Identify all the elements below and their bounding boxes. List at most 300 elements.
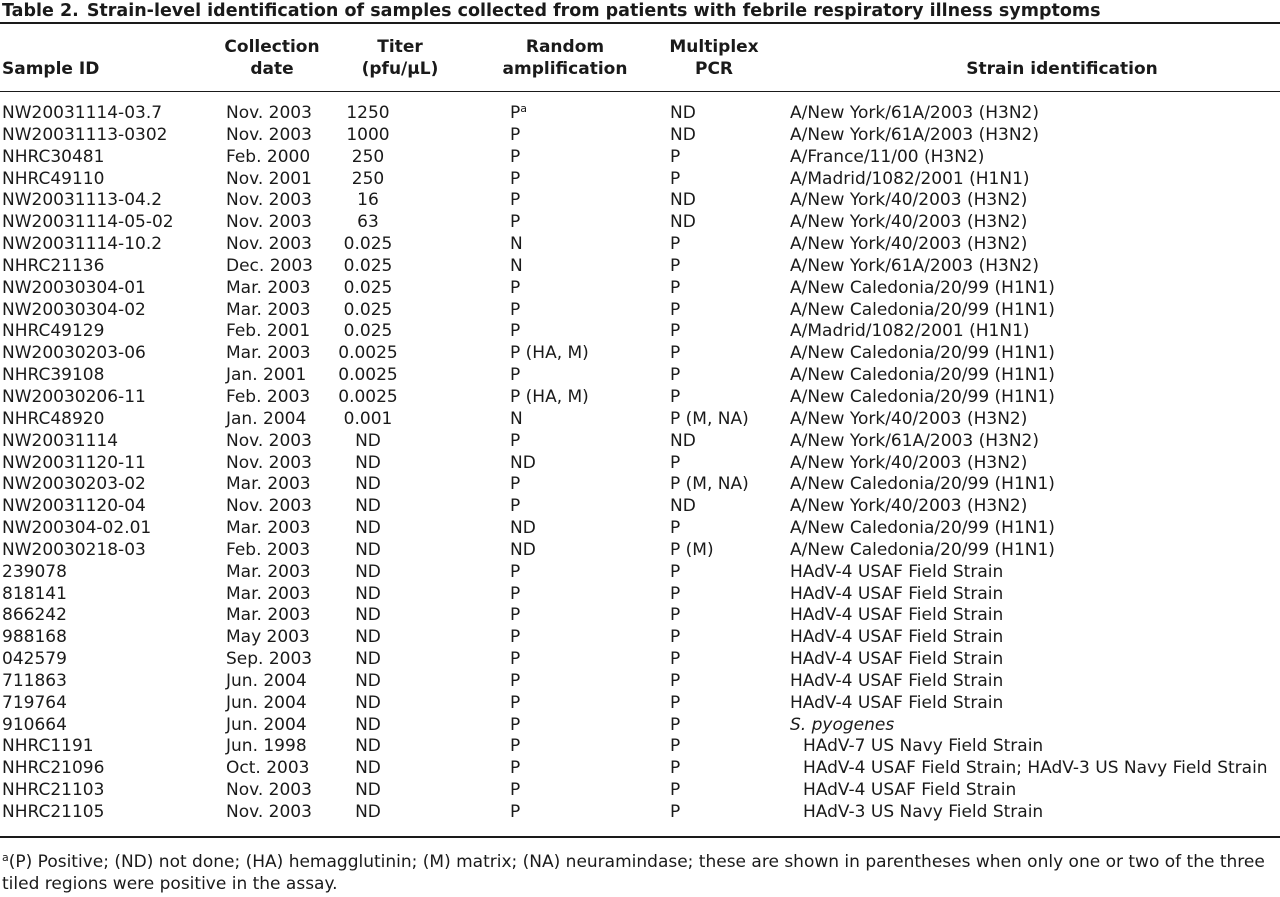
titer-cell bbox=[315, 234, 421, 256]
collection-date-cell bbox=[226, 431, 312, 453]
random-amplification-cell-text: N bbox=[510, 255, 523, 276]
strain-identification-cell bbox=[790, 671, 1003, 693]
sample-id-cell-text: NHRC21105 bbox=[2, 802, 105, 822]
strain-identification-cell bbox=[790, 627, 1003, 649]
random-amplification-cell bbox=[510, 453, 536, 475]
collection-date-cell-text: Nov. 2003 bbox=[226, 780, 312, 801]
random-amplification-cell-text: P bbox=[510, 299, 521, 320]
sample-id-cell bbox=[2, 343, 146, 365]
random-amplification-cell-text: P bbox=[510, 430, 521, 451]
strain-identification-cell bbox=[790, 169, 1030, 191]
collection-date-cell-text: Nov. 2003 bbox=[226, 496, 312, 517]
collection-date-cell bbox=[226, 169, 312, 191]
multiplex-pcr-cell bbox=[670, 321, 680, 343]
collection-date-cell bbox=[226, 453, 312, 475]
collection-date-cell-text: Feb. 2000 bbox=[226, 146, 311, 167]
multiplex-pcr-cell-text: P bbox=[670, 780, 681, 801]
titer-cell-text: 16 bbox=[357, 190, 379, 211]
collection-date-cell-text: Sep. 2003 bbox=[226, 649, 313, 670]
multiplex-pcr-cell-text: P bbox=[670, 343, 681, 364]
random-amplification-cell bbox=[510, 649, 520, 671]
collection-date-cell bbox=[226, 343, 311, 365]
sample-id-cell bbox=[2, 562, 67, 584]
collection-date-cell-text: Nov. 2003 bbox=[226, 802, 312, 822]
random-amplification-cell-text: P bbox=[510, 736, 521, 757]
multiplex-pcr-cell bbox=[670, 715, 680, 737]
multiplex-pcr-cell bbox=[670, 212, 696, 234]
random-amplification-cell bbox=[510, 343, 589, 365]
collection-date-cell-text: Feb. 2003 bbox=[226, 539, 311, 560]
random-amplification-cell bbox=[510, 605, 520, 627]
strain-identification-cell-text: HAdV-7 US Navy Field Strain bbox=[803, 736, 1044, 757]
multiplex-pcr-cell-text: P bbox=[670, 299, 681, 320]
random-amplification-cell bbox=[510, 300, 520, 322]
random-amplification-cell-text: P bbox=[510, 190, 521, 211]
strain-identification-cell bbox=[790, 365, 1055, 387]
titer-cell-text: 0.0025 bbox=[338, 386, 398, 407]
titer-cell-text: ND bbox=[355, 452, 381, 473]
random-amplification-cell-text: P bbox=[510, 627, 521, 648]
multiplex-pcr-cell-text: P bbox=[670, 583, 681, 604]
collection-date-cell-text: Jun. 1998 bbox=[226, 736, 307, 757]
random-amplification-cell bbox=[510, 169, 520, 191]
multiplex-pcr-cell bbox=[670, 256, 680, 278]
table-row bbox=[0, 562, 1280, 584]
collection-date-cell bbox=[226, 474, 311, 496]
collection-date-cell-text: Mar. 2003 bbox=[226, 277, 311, 298]
sample-id-cell bbox=[2, 671, 67, 693]
multiplex-pcr-cell-text: P bbox=[670, 649, 681, 670]
table-row bbox=[0, 431, 1280, 453]
multiplex-pcr-cell bbox=[670, 169, 680, 191]
multiplex-pcr-cell-text: P (M, NA) bbox=[670, 474, 749, 495]
collection-date-cell-text: Nov. 2003 bbox=[226, 124, 312, 145]
table-row bbox=[0, 321, 1280, 343]
multiplex-pcr-cell bbox=[670, 562, 680, 584]
footnote-ref: a bbox=[520, 102, 528, 115]
sample-id-cell-text: NW20031113-04.2 bbox=[2, 190, 163, 211]
strain-identification-cell-text: A/New Caledonia/20/99 (H1N1) bbox=[790, 386, 1055, 407]
multiplex-pcr-cell bbox=[670, 147, 680, 169]
collection-date-cell-text: Feb. 2003 bbox=[226, 386, 311, 407]
strain-identification-cell bbox=[790, 562, 1003, 584]
random-amplification-cell-text: P bbox=[510, 758, 521, 779]
strain-identification-cell-text: A/New York/61A/2003 (H3N2) bbox=[790, 430, 1039, 451]
multiplex-pcr-cell-text: P (M, NA) bbox=[670, 408, 749, 429]
strain-identification-cell bbox=[790, 715, 894, 737]
random-amplification-cell-text: P bbox=[510, 561, 521, 582]
strain-identification-cell-text: A/New York/40/2003 (H3N2) bbox=[790, 190, 1028, 211]
random-amplification-cell-text: P bbox=[510, 605, 521, 626]
collection-date-cell bbox=[226, 212, 312, 234]
titer-cell bbox=[315, 496, 421, 518]
sample-id-cell-text: NW20030203-06 bbox=[2, 343, 146, 364]
collection-date-cell bbox=[226, 387, 310, 409]
multiplex-pcr-cell-text: P bbox=[670, 670, 681, 691]
sample-id-cell bbox=[2, 103, 162, 125]
titer-cell bbox=[315, 321, 421, 343]
multiplex-pcr-cell-text: ND bbox=[670, 212, 696, 233]
titer-cell bbox=[315, 584, 421, 606]
strain-identification-cell-text: HAdV-4 USAF Field Strain bbox=[790, 670, 1004, 691]
titer-cell-text: ND bbox=[355, 627, 381, 648]
multiplex-pcr-cell-text: ND bbox=[670, 430, 696, 451]
random-amplification-cell bbox=[510, 627, 520, 649]
collection-date-cell bbox=[226, 518, 311, 540]
sample-id-cell bbox=[2, 780, 104, 802]
sample-id-cell bbox=[2, 802, 104, 824]
sample-id-cell bbox=[2, 278, 146, 300]
multiplex-pcr-cell bbox=[670, 190, 696, 212]
sample-id-cell-text: NHRC1191 bbox=[2, 736, 94, 757]
titer-cell bbox=[315, 474, 421, 496]
strain-identification-cell-text: A/New Caledonia/20/99 (H1N1) bbox=[790, 518, 1055, 539]
collection-date-cell bbox=[226, 649, 312, 671]
random-amplification-cell bbox=[510, 736, 520, 758]
random-amplification-cell bbox=[510, 496, 520, 518]
sample-id-cell-text: NHRC48920 bbox=[2, 408, 105, 429]
strain-identification-cell bbox=[790, 212, 1027, 234]
multiplex-pcr-cell-text: P bbox=[670, 321, 681, 342]
titer-cell-text: 250 bbox=[351, 168, 385, 189]
sample-id-cell bbox=[2, 736, 94, 758]
sample-id-cell bbox=[2, 693, 67, 715]
random-amplification-cell bbox=[510, 387, 589, 409]
collection-date-cell bbox=[226, 496, 312, 518]
sample-id-cell-text: 042579 bbox=[2, 649, 67, 670]
table-row bbox=[0, 256, 1280, 278]
random-amplification-cell-text: P bbox=[510, 670, 521, 691]
titer-cell-text: 0.025 bbox=[343, 277, 393, 298]
table-row bbox=[0, 278, 1280, 300]
sample-id-cell bbox=[2, 518, 151, 540]
titer-cell-text: ND bbox=[355, 474, 381, 495]
strain-identification-cell-text: HAdV-4 USAF Field Strain bbox=[803, 780, 1017, 801]
table-row bbox=[0, 758, 1280, 780]
random-amplification-cell-text: P (HA, M) bbox=[510, 343, 589, 364]
titer-cell-text: ND bbox=[355, 714, 381, 735]
strain-identification-cell bbox=[790, 649, 1003, 671]
strain-identification-cell-text: HAdV-4 USAF Field Strain bbox=[790, 692, 1004, 713]
sample-id-cell bbox=[2, 147, 104, 169]
strain-identification-cell-text: A/New Caledonia/20/99 (H1N1) bbox=[790, 299, 1055, 320]
sample-id-cell-text: NW20030304-01 bbox=[2, 277, 146, 298]
titer-cell bbox=[315, 387, 421, 409]
multiplex-pcr-cell bbox=[670, 474, 749, 496]
multiplex-pcr-cell bbox=[670, 671, 680, 693]
sample-id-cell-text: 818141 bbox=[2, 583, 67, 604]
random-amplification-cell bbox=[510, 584, 520, 606]
multiplex-pcr-cell bbox=[670, 584, 680, 606]
collection-date-cell-text: May 2003 bbox=[226, 627, 310, 648]
collection-date-cell bbox=[226, 365, 306, 387]
collection-date-cell bbox=[226, 190, 312, 212]
multiplex-pcr-cell-text: P bbox=[670, 365, 681, 386]
strain-identification-cell bbox=[790, 147, 984, 169]
table-row bbox=[0, 693, 1280, 715]
collection-date-cell-text: Mar. 2003 bbox=[226, 605, 311, 626]
strain-identification-cell-text: HAdV-4 USAF Field Strain bbox=[790, 583, 1004, 604]
header-collection-date-line1: Collection bbox=[224, 37, 320, 57]
table-row bbox=[0, 802, 1280, 824]
strain-identification-cell-text: HAdV-4 USAF Field Strain bbox=[790, 649, 1004, 670]
strain-identification-cell-text: A/New York/40/2003 (H3N2) bbox=[790, 212, 1028, 233]
multiplex-pcr-cell bbox=[670, 736, 680, 758]
footnote-text: (P) Positive; (ND) not done; (HA) hemagglutinin; (M) matrix; (NA) neuramindase; these are shown in parentheses when only one or two of the three tiled regions were positive in the assay. bbox=[2, 852, 1265, 894]
sample-id-cell bbox=[2, 453, 146, 475]
sample-id-cell-text: NW20030203-02 bbox=[2, 474, 146, 495]
header-titer-line1: Titer bbox=[377, 37, 423, 57]
table-row bbox=[0, 190, 1280, 212]
multiplex-pcr-cell bbox=[670, 780, 680, 802]
strain-identification-cell bbox=[790, 409, 1027, 431]
collection-date-cell-text: Mar. 2003 bbox=[226, 583, 311, 604]
random-amplification-cell-text: P bbox=[510, 321, 521, 342]
sample-id-cell-text: NW20030218-03 bbox=[2, 539, 146, 560]
strain-identification-cell-text: A/Madrid/1082/2001 (H1N1) bbox=[790, 321, 1030, 342]
sample-id-cell bbox=[2, 256, 104, 278]
collection-date-cell bbox=[226, 693, 307, 715]
random-amplification-cell bbox=[510, 562, 520, 584]
titer-cell bbox=[315, 343, 421, 365]
titer-cell-text: ND bbox=[355, 670, 381, 691]
header-multiplex-pcr bbox=[662, 36, 766, 80]
multiplex-pcr-cell-text: P bbox=[670, 255, 681, 276]
collection-date-cell-text: Jun. 2004 bbox=[226, 714, 307, 735]
strain-identification-cell-text: A/France/11/00 (H3N2) bbox=[790, 146, 985, 167]
random-amplification-cell bbox=[510, 693, 520, 715]
collection-date-cell bbox=[226, 605, 311, 627]
collection-date-cell bbox=[226, 321, 310, 343]
random-amplification-cell bbox=[510, 409, 523, 431]
sample-id-cell bbox=[2, 365, 104, 387]
titer-cell bbox=[315, 256, 421, 278]
multiplex-pcr-cell-text: P bbox=[670, 758, 681, 779]
sample-id-cell-text: 866242 bbox=[2, 605, 67, 626]
sample-id-cell bbox=[2, 649, 67, 671]
multiplex-pcr-cell bbox=[670, 343, 680, 365]
strain-identification-cell bbox=[790, 518, 1055, 540]
collection-date-cell-text: Feb. 2001 bbox=[226, 321, 311, 342]
table-row bbox=[0, 540, 1280, 562]
titer-cell bbox=[315, 300, 421, 322]
table-row bbox=[0, 409, 1280, 431]
multiplex-pcr-cell bbox=[670, 605, 680, 627]
collection-date-cell bbox=[226, 125, 312, 147]
table-body bbox=[0, 103, 1280, 824]
strain-identification-cell bbox=[790, 387, 1055, 409]
collection-date-cell bbox=[226, 736, 307, 758]
sample-id-cell bbox=[2, 212, 174, 234]
titer-cell bbox=[315, 802, 421, 824]
collection-date-cell bbox=[226, 758, 309, 780]
table-row bbox=[0, 387, 1280, 409]
random-amplification-cell bbox=[510, 540, 536, 562]
sample-id-cell-text: NHRC21096 bbox=[2, 758, 105, 779]
table-row bbox=[0, 365, 1280, 387]
sample-id-cell-text: NW20031114 bbox=[2, 430, 119, 451]
random-amplification-cell-text: P bbox=[510, 714, 521, 735]
sample-id-cell bbox=[2, 300, 146, 322]
titer-cell bbox=[315, 693, 421, 715]
sample-id-cell-text: NHRC39108 bbox=[2, 365, 105, 386]
titer-cell-text: ND bbox=[355, 605, 381, 626]
strain-identification-cell bbox=[790, 190, 1027, 212]
titer-cell-text: 1250 bbox=[346, 103, 390, 123]
random-amplification-cell bbox=[510, 518, 536, 540]
sample-id-cell-text: NW20030206-11 bbox=[2, 386, 146, 407]
random-amplification-cell-text: N bbox=[510, 234, 523, 255]
multiplex-pcr-cell bbox=[670, 693, 680, 715]
collection-date-cell bbox=[226, 562, 311, 584]
sample-id-cell bbox=[2, 496, 146, 518]
table-row bbox=[0, 169, 1280, 191]
collection-date-cell-text: Dec. 2003 bbox=[226, 255, 313, 276]
random-amplification-cell bbox=[510, 474, 520, 496]
random-amplification-cell bbox=[510, 758, 520, 780]
strain-identification-cell bbox=[790, 300, 1055, 322]
table-row bbox=[0, 234, 1280, 256]
strain-identification-cell bbox=[790, 693, 1003, 715]
titer-cell bbox=[315, 671, 421, 693]
sample-id-cell-text: NW200304-02.01 bbox=[2, 518, 152, 539]
table-row bbox=[0, 584, 1280, 606]
sample-id-cell-text: NHRC21103 bbox=[2, 780, 105, 801]
random-amplification-cell-text: P bbox=[510, 168, 521, 189]
random-amplification-cell bbox=[510, 802, 520, 824]
strain-identification-cell bbox=[803, 758, 1268, 780]
titer-cell-text: ND bbox=[355, 430, 381, 451]
sample-id-cell-text: 239078 bbox=[2, 561, 67, 582]
sample-id-cell-text: NW20031120-11 bbox=[2, 452, 146, 473]
titer-cell-text: ND bbox=[355, 649, 381, 670]
titer-cell bbox=[315, 365, 421, 387]
sample-id-cell bbox=[2, 409, 104, 431]
titer-cell bbox=[315, 715, 421, 737]
titer-cell-text: ND bbox=[355, 539, 381, 560]
strain-identification-cell bbox=[790, 605, 1003, 627]
collection-date-cell-text: Nov. 2003 bbox=[226, 234, 312, 255]
multiplex-pcr-cell-text: P bbox=[670, 386, 681, 407]
multiplex-pcr-cell bbox=[670, 453, 680, 475]
collection-date-cell bbox=[226, 147, 310, 169]
table-row bbox=[0, 212, 1280, 234]
random-amplification-cell-text: P bbox=[510, 692, 521, 713]
sample-id-cell-text: NHRC30481 bbox=[2, 146, 105, 167]
random-amplification-cell bbox=[510, 278, 520, 300]
titer-cell bbox=[315, 190, 421, 212]
random-amplification-cell bbox=[510, 125, 520, 147]
titer-cell bbox=[315, 431, 421, 453]
random-amplification-cell-text: P bbox=[510, 496, 521, 517]
header-random-amplification bbox=[498, 36, 632, 80]
random-amplification-cell-text: P bbox=[510, 212, 521, 233]
collection-date-cell-text: Mar. 2003 bbox=[226, 474, 311, 495]
bottom-rule bbox=[0, 836, 1280, 838]
titer-cell bbox=[315, 780, 421, 802]
header-random-line2: amplification bbox=[502, 59, 628, 79]
strain-identification-cell bbox=[790, 234, 1027, 256]
titer-cell-text: 63 bbox=[357, 212, 379, 233]
multiplex-pcr-cell bbox=[670, 627, 680, 649]
random-amplification-cell bbox=[510, 321, 520, 343]
titer-cell bbox=[315, 605, 421, 627]
strain-identification-cell-text: A/New Caledonia/20/99 (H1N1) bbox=[790, 277, 1055, 298]
multiplex-pcr-cell-text: P bbox=[670, 605, 681, 626]
multiplex-pcr-cell-text: P bbox=[670, 452, 681, 473]
titer-cell bbox=[315, 169, 421, 191]
multiplex-pcr-cell bbox=[670, 103, 696, 125]
random-amplification-cell-text: P bbox=[510, 802, 521, 822]
sample-id-cell bbox=[2, 540, 146, 562]
multiplex-pcr-cell-text: P bbox=[670, 518, 681, 539]
titer-cell-text: ND bbox=[355, 583, 381, 604]
random-amplification-cell-text: P bbox=[510, 474, 521, 495]
multiplex-pcr-cell-text: P bbox=[670, 277, 681, 298]
sample-id-cell-text: NHRC49129 bbox=[2, 321, 105, 342]
header-titer bbox=[345, 36, 455, 80]
titer-cell-text: 250 bbox=[351, 146, 385, 167]
strain-identification-cell-text: S. pyogenes bbox=[790, 714, 895, 735]
random-amplification-cell bbox=[510, 365, 520, 387]
multiplex-pcr-cell-text: P bbox=[670, 736, 681, 757]
strain-identification-cell-text: HAdV-4 USAF Field Strain; HAdV-3 US Navy Field Strain bbox=[803, 758, 1268, 779]
titer-cell bbox=[315, 212, 421, 234]
titer-cell bbox=[315, 125, 421, 147]
collection-date-cell bbox=[226, 256, 313, 278]
multiplex-pcr-cell bbox=[670, 802, 680, 824]
sample-id-cell-text: NW20031114-05-02 bbox=[2, 212, 174, 233]
strain-identification-cell-text: A/New Caledonia/20/99 (H1N1) bbox=[790, 343, 1055, 364]
strain-identification-cell-text: A/New York/40/2003 (H3N2) bbox=[790, 408, 1028, 429]
strain-identification-cell-text: A/New York/61A/2003 (H3N2) bbox=[790, 124, 1039, 145]
table-row bbox=[0, 671, 1280, 693]
collection-date-cell-text: Mar. 2003 bbox=[226, 299, 311, 320]
collection-date-cell-text: Jan. 2004 bbox=[226, 408, 307, 429]
random-amplification-cell-text: P bbox=[510, 103, 521, 123]
collection-date-cell bbox=[226, 715, 307, 737]
collection-date-cell bbox=[226, 103, 312, 125]
multiplex-pcr-cell-text: ND bbox=[670, 103, 696, 123]
titer-cell-text: ND bbox=[355, 561, 381, 582]
multiplex-pcr-cell bbox=[670, 518, 680, 540]
collection-date-cell bbox=[226, 278, 311, 300]
multiplex-pcr-cell bbox=[670, 758, 680, 780]
strain-identification-cell bbox=[790, 321, 1030, 343]
strain-identification-cell bbox=[790, 103, 1039, 125]
strain-identification-cell bbox=[790, 125, 1039, 147]
titer-cell-text: 0.001 bbox=[343, 408, 393, 429]
titer-cell bbox=[315, 562, 421, 584]
titer-cell-text: ND bbox=[355, 692, 381, 713]
titer-cell bbox=[315, 758, 421, 780]
sample-id-cell-text: 711863 bbox=[2, 670, 67, 691]
sample-id-cell bbox=[2, 758, 104, 780]
random-amplification-cell-text: P bbox=[510, 146, 521, 167]
random-amplification-cell bbox=[510, 234, 523, 256]
titer-cell-text: ND bbox=[355, 802, 381, 822]
collection-date-cell bbox=[226, 671, 307, 693]
multiplex-pcr-cell bbox=[670, 540, 714, 562]
header-multiplex-line2: PCR bbox=[694, 59, 734, 79]
strain-identification-cell-text: A/New York/61A/2003 (H3N2) bbox=[790, 255, 1039, 276]
collection-date-cell-text: Jan. 2001 bbox=[226, 365, 307, 386]
collection-date-cell bbox=[226, 780, 312, 802]
titer-cell bbox=[315, 649, 421, 671]
random-amplification-cell bbox=[510, 212, 520, 234]
table-row bbox=[0, 453, 1280, 475]
strain-identification-cell bbox=[790, 256, 1039, 278]
